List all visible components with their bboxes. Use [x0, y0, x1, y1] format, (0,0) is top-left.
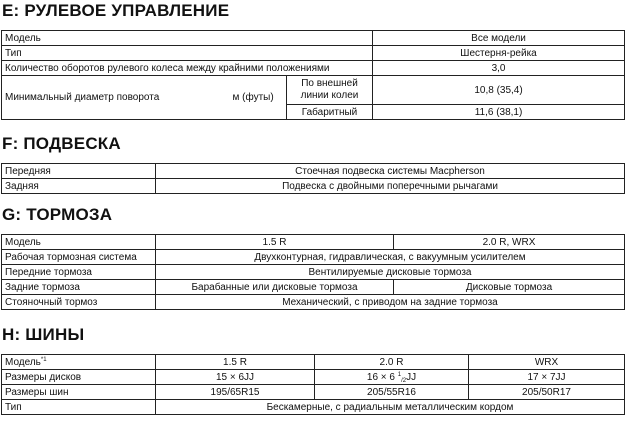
steering-type-label: Тип — [2, 46, 373, 61]
suspension-table — [1, 163, 625, 194]
steering-radius-outer-value: 10,8 (35,4) — [373, 76, 625, 105]
tires-model-c: WRX — [469, 355, 625, 370]
suspension-front-label: Передняя — [2, 164, 156, 179]
rim-b-post: JJ — [406, 371, 417, 383]
rim-b-sup: 1 — [397, 371, 402, 378]
brakes-table — [1, 234, 625, 310]
tires-rim-c: 17 × 7JJ — [469, 370, 625, 385]
table-row — [2, 370, 625, 385]
steering-radius-gabarit-value: 11,6 (38,1) — [373, 105, 625, 120]
table-row — [2, 280, 625, 295]
brakes-rear-label: Задние тормоза — [2, 280, 156, 295]
steering-radius-label: Минимальный диаметр поворота — [2, 76, 233, 120]
brakes-service-label: Рабочая тормозная система — [2, 250, 156, 265]
footnote-marker: *1 — [40, 356, 47, 363]
table-row — [2, 385, 625, 400]
tires-size-b: 205/55R16 — [315, 385, 469, 400]
brakes-model-label: Модель — [2, 235, 156, 250]
tires-rim-a: 15 × 6JJ — [156, 370, 315, 385]
table-row — [2, 46, 625, 61]
steering-type-value: Шестерня-рейка — [373, 46, 625, 61]
section-title-suspension: F: ПОДВЕСКА — [2, 134, 121, 153]
brakes-parking-label: Стояночный тормоз — [2, 295, 156, 310]
steering-radius-outer-label: По внешней линии колеи — [287, 76, 373, 105]
brakes-model-a: 1.5 R — [156, 235, 394, 250]
table-row — [2, 164, 625, 179]
tires-model-a: 1.5 R — [156, 355, 315, 370]
tires-type-value: Бескамерные, с радиальным металлическим кордом — [156, 400, 625, 415]
brakes-service-value: Двухконтурная, гидравлическая, с вакуумным усилителем — [156, 250, 625, 265]
steering-radius-gabarit-label: Габаритный — [287, 105, 373, 120]
suspension-front-value: Стоечная подвеска системы Macpherson — [156, 164, 625, 179]
tires-rim-b — [315, 370, 469, 385]
section-title-tires: H: ШИНЫ — [2, 325, 85, 344]
tires-table — [1, 354, 625, 415]
rim-b-pre: 16 × 6 — [366, 371, 398, 383]
table-row — [2, 235, 625, 250]
suspension-rear-label: Задняя — [2, 179, 156, 194]
brakes-front-label: Передние тормоза — [2, 265, 156, 280]
steering-model-value: Все модели — [373, 31, 625, 46]
tires-model-b: 2.0 R — [315, 355, 469, 370]
tires-size-label: Размеры шин — [2, 385, 156, 400]
tires-size-c: 205/50R17 — [469, 385, 625, 400]
table-row — [2, 179, 625, 194]
brakes-parking-value: Механический, с приводом на задние тормоза — [156, 295, 625, 310]
suspension-rear-value: Подвеска с двойными поперечными рычагами — [156, 179, 625, 194]
table-row — [2, 265, 625, 280]
table-row — [2, 76, 625, 105]
table-row — [2, 250, 625, 265]
table-row — [2, 355, 625, 370]
brakes-model-b: 2.0 R, WRX — [394, 235, 625, 250]
tires-rims-label: Размеры дисков — [2, 370, 156, 385]
tires-model-cell — [2, 355, 156, 370]
table-row — [2, 295, 625, 310]
steering-turns-value: 3,0 — [373, 61, 625, 76]
brakes-rear-a: Барабанные или дисковые тормоза — [156, 280, 394, 295]
rim-b-sub: /2 — [401, 377, 407, 384]
tires-type-label: Тип — [2, 400, 156, 415]
steering-radius-unit: м (футы) — [233, 76, 287, 120]
brakes-front-value: Вентилируемые дисковые тормоза — [156, 265, 625, 280]
brakes-rear-b: Дисковые тормоза — [394, 280, 625, 295]
steering-table — [1, 30, 625, 120]
table-row — [2, 31, 625, 46]
tires-model-label: Модель — [5, 356, 41, 368]
table-row — [2, 61, 625, 76]
steering-model-label: Модель — [2, 31, 373, 46]
table-row — [2, 400, 625, 415]
section-title-steering: E: РУЛЕВОЕ УПРАВЛЕНИЕ — [2, 1, 230, 20]
section-title-brakes: G: ТОРМОЗА — [2, 205, 113, 224]
tires-size-a: 195/65R15 — [156, 385, 315, 400]
steering-turns-label: Количество оборотов рулевого колеса между крайними положениями — [2, 61, 373, 76]
